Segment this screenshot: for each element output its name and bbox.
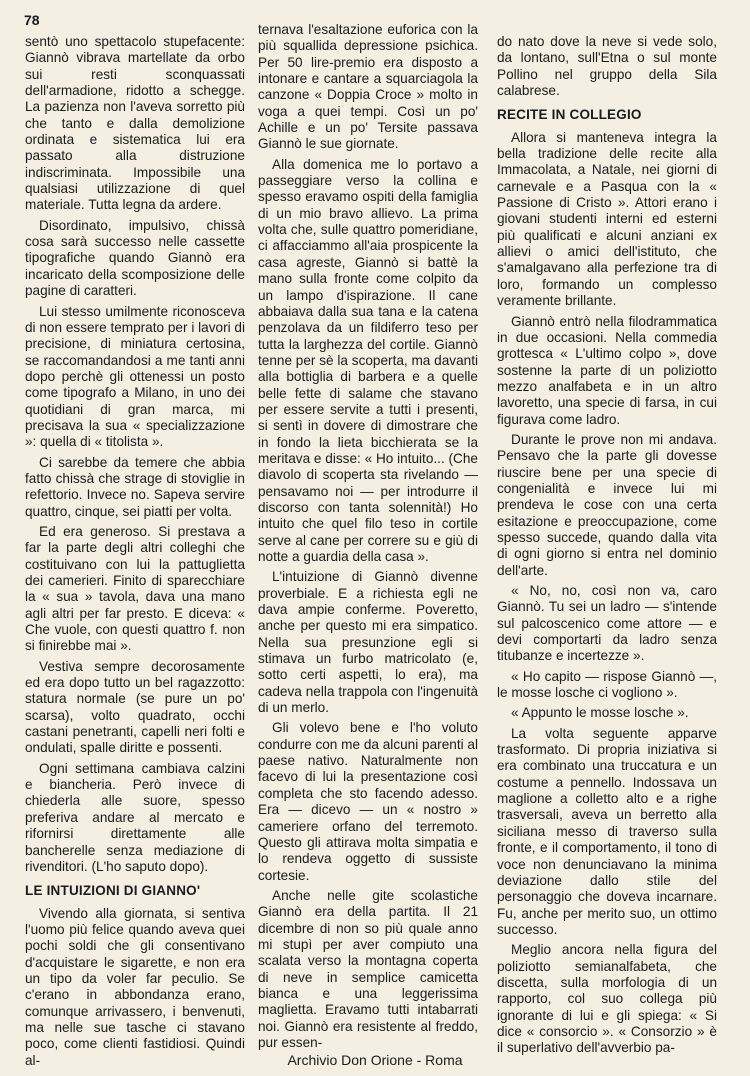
section-heading: LE INTUIZIONI DI GIANNO': [25, 883, 201, 899]
column-left: [25, 34, 245, 1073]
paragraph: Meglio ancora nella figura del poliziotto semianalfabeta, che discetta, sulla morfologia di un rapporto, col suo collega più ignorante di lui e gli spiega: « Si dice « consorcio ». « Consorzio » è il superlativo dell'avverbio pa-: [497, 942, 717, 1056]
page-number: 78: [24, 12, 40, 28]
paragraph: Anche nelle gite scolastiche Giannò era della partita. Il 21 dicembre di non so più quale anno mi stupì per aver compiuto una scalata verso la montagna coperta di neve in semplice camicetta bianca e una leggerissima maglietta. Eravamo tutti intabarrati noi. Giannò era resistente al freddo, pur essen-: [258, 887, 478, 1050]
paragraph: Giannò entrò nella filodrammatica in due occasioni. Nella commedia grottesca « L'ultimo colpo », dove sostenne la parte di un poliziotto mezzo analfabeta e in un altro lavoretto, una specie di farsa, in cui figurava come ladro.: [497, 313, 717, 427]
archive-footer: Archivio Don Orione - Roma: [287, 1052, 463, 1068]
paragraph: Allora si manteneva integra la bella tradizione delle recite alla Immacolata, a Natale, nei giorni di carnevale e a Pasqua con la « Passione di Cristo ». Attori erano i giovani studenti interni ed esterni più qualificati e alcuni anziani ex allievi o amici dell'istituto, che s'amalgavano alla perfezione tra di loro, formando un complesso veramente brillante.: [497, 129, 717, 309]
column-middle: [258, 22, 478, 1055]
paragraph: Lui stesso umilmente riconosceva di non essere temprato per i lavori di precisione, di miniatura certosina, se raccomandandosi a me tanti anni dopo perchè gli ottenessi un posto come tipografo a Milano, in uno dei quotidiani di gran marca, mi precisava la sua « specializzazione »: quella di « titolista ».: [25, 303, 245, 450]
paragraph: Gli volevo bene e l'ho voluto condurre con me da alcuni parenti al paese nativo. Naturalmente non facevo di lui la presentazione così completa che sto facendo adesso. Era — dicevo — un « nostro » cameriere orfano del terremoto. Questo gli attirava molta simpatia e lo rendeva oggetto di sussiste cortesie.: [258, 720, 478, 883]
paragraph: Vestiva sempre decorosamente ed era dopo tutto un bel ragazzotto: statura normale (se pure un po' scarsa), volto quadrato, occhi castani penetranti, capelli neri folti e ondulati, spalle diritte e possenti.: [25, 658, 245, 756]
paragraph: Ed era generoso. Si prestava a far la parte degli altri colleghi che costituivano con lui la pattuglietta dei camerieri. Finito di sparecchiare la « sua » tavola, dava una mano agli altri per far presto. E diceva: « Che vuole, con questi quattro f. non si finirebbe mai ».: [25, 523, 245, 654]
paragraph: « No, no, così non va, caro Giannò. Tu sei un ladro — s'intende sul palcoscenico come attore — e devi comportarti da ladro senza titubanze e incertezze ».: [497, 583, 717, 664]
column-right: [497, 34, 717, 1061]
section-heading: RECITE IN COLLEGIO: [497, 107, 642, 123]
paragraph: ternava l'esaltazione euforica con la più squallida depressione psichica. Per 50 lire-premio era disposto a intonare e cantare a squarciagola la canzone « Doppia Croce » molto in voga a quei tempi. Così un po' Achille e un po' Tersite passava Giannò le sue giornate.: [258, 22, 478, 152]
paragraph: La volta seguente apparve trasformato. Di propria iniziativa si era combinato una truccatura e un costume a pennello. Indossava un maglione a colletto alto e a righe trasversali, aveva un berretto alla siciliana messo di traverso sulla fronte, e il comportamento, il tono di voce non denunciavano la minima deviazione dallo stile del personaggio che doveva incarnare. Fu, anche per merito suo, un ottimo successo.: [497, 725, 717, 937]
paragraph: Ci sarebbe da temere che abbia fatto chissà che strage di stoviglie in refettorio. Invece no. Sapeva servire quattro, cinque, sei piatti per volta.: [25, 454, 245, 519]
paragraph: Vivendo alla giornata, si sentiva l'uomo più felice quando aveva quei pochi soldi che gli consentivano d'acquistare le sigarette, e non era un tipo da voler far peculio. Se c'erano in abbondanza erano, comunque arrivassero, i benvenuti, ma nelle sue tasche ci stavano poco, come clienti fastidiosi. Quindi al-: [25, 905, 245, 1068]
paragraph: do nato dove la neve si vede solo, da lontano, sull'Etna o sul monte Pollino nel gruppo della Sila calabrese.: [497, 34, 717, 99]
paragraph: L'intuizione di Giannò divenne proverbiale. E a richiesta egli ne dava ampie conferme. Poveretto, anche per questo mi era simpatico. Nella sua presunzione egli si stimava un furbo matricolato (e, sotto certi aspetti, lo era), ma cadeva nella trappola con l'ingenuità di un merlo.: [258, 569, 478, 716]
paragraph: Ogni settimana cambiava calzini e biancheria. Però invece di chiederla alle suore, spesso preferiva andare al mercato e rifornirsi direttamente alle bancherelle senza mediazione di rivenditori. (L'ho saputo dopo).: [25, 760, 245, 874]
paragraph: Disordinato, impulsivo, chissà cosa sarà successo nelle cassette tipografiche quando Giannò era incaricato della scomposizione delle pagine di caratteri.: [25, 217, 245, 299]
paragraph: Durante le prove non mi andava. Pensavo che la parte gli dovesse riuscire bene per una specie di congenialità e invece lui mi prendeva le cose con una certa esitazione e preoccupazione, come spesso succede, quando dalla vita di ogni giorno si entra nel dominio dell'arte.: [497, 431, 717, 578]
paragraph: « Ho capito — rispose Giannò —, le mosse losche ci vogliono ».: [497, 668, 717, 701]
paragraph: Alla domenica me lo portavo a passeggiare verso la collina e spesso eravamo ospiti della famiglia di un mio bravo allievo. La prima volta che, sulle quattro pomeridiane, ci affacciammo all'aia prospicente la casa agreste, Giannò si battè la mano sulla fronte come colpito da un lampo d'ispirazione. Il cane abbaiava dalla sua tana e la catena penzolava da un fildiferro teso per tutta la larghezza del cortile. Giannò tenne per sè la scoperta, ma davanti alla bottiglia di barbera e a quelle belle fette di salame che stavano per essere servite a tutti i presenti, si sentì in dovere di dimostrare che in fondo la lieta bicchierata se la meritava e disse: « Ho intuito... (Che diavolo di scoperta sta rivelando — pensavamo noi — per introdurre il discorso con tanta solennità!) Ho intuito che quel filo teso in cortile serve al cane per correre su e giù di notte a guardia della casa ».: [258, 156, 478, 564]
paragraph: sentò uno spettacolo stupefacente: Giannò vibrava martellate da orbo sui resti sconquassati dell'armadione, ridotto a schegge. La pazienza non l'aveva sorretto più che tanto e dalla demolizione ordinata e sistematica lui era passato alla distruzione indiscriminata. Impossibile una qualsiasi utilizzazione di quel materiale. Tutta legna da ardere.: [25, 34, 245, 213]
paragraph: « Appunto le mosse losche ».: [511, 705, 689, 721]
